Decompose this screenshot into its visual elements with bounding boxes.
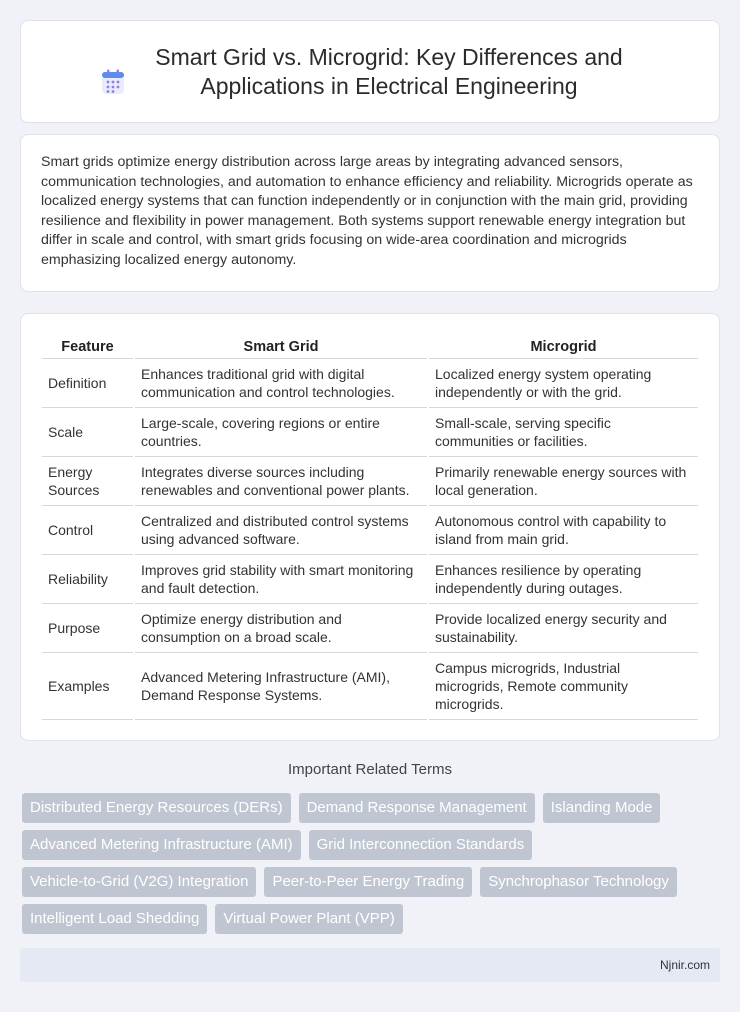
- feature-cell: Examples: [42, 652, 134, 719]
- table-row: [42, 358, 698, 407]
- smart-grid-cell: Enhances traditional grid with digital communication and control technologies.: [134, 358, 428, 407]
- smart-grid-cell: Integrates diverse sources including renewables and conventional power plants.: [134, 456, 428, 505]
- microgrid-cell: Primarily renewable energy sources with local generation.: [428, 456, 698, 505]
- table-row: [42, 505, 698, 554]
- smart-grid-cell: Large-scale, covering regions or entire countries.: [134, 407, 428, 456]
- header-card: [20, 20, 720, 123]
- term-tag[interactable]: Distributed Energy Resources (DERs): [22, 793, 291, 823]
- term-tag[interactable]: Vehicle-to-Grid (V2G) Integration: [22, 867, 256, 897]
- term-tag[interactable]: Peer-to-Peer Energy Trading: [264, 867, 472, 897]
- footer-site-link[interactable]: Njnir.com: [659, 958, 710, 972]
- table-row: [42, 554, 698, 603]
- intro-card: [20, 134, 720, 292]
- table-header-row: [42, 334, 698, 358]
- intro-paragraph: Smart grids optimize energy distribution across large areas by integrating advanced sensors, communication technologies, and automation to enhance efficiency and reliability. Microgrids operate as localized energy systems that can function independently or in conjunction with the main grid, providing resilience and flexibility in power management. Both systems support renewable energy integration but differ in scale and control, with smart grids focusing on wide-area coordination and microgrids emphasizing localized energy autonomy.: [41, 154, 693, 268]
- microgrid-cell: Localized energy system operating independently or with the grid.: [428, 358, 698, 407]
- page-title: Smart Grid vs. Microgrid: Key Differences and Applications in Electrical Engineering: [155, 43, 623, 99]
- microgrid-cell: Campus microgrids, Industrial microgrids, Remote community microgrids.: [428, 652, 698, 719]
- related-terms-heading: Important Related Terms: [288, 761, 452, 778]
- comparison-table-card: [20, 313, 720, 741]
- feature-cell: Reliability: [42, 554, 134, 603]
- table-row: [42, 456, 698, 505]
- header-feature: Feature: [42, 334, 134, 358]
- microgrid-cell: Autonomous control with capability to island from main grid.: [428, 505, 698, 554]
- smart-grid-cell: Advanced Metering Infrastructure (AMI), Demand Response Systems.: [134, 652, 428, 719]
- table-row: [42, 407, 698, 456]
- feature-cell: Purpose: [42, 603, 134, 652]
- feature-cell: Control: [42, 505, 134, 554]
- feature-cell: Scale: [42, 407, 134, 456]
- header-microgrid: Microgrid: [428, 334, 698, 358]
- term-tag[interactable]: Grid Interconnection Standards: [309, 830, 533, 860]
- table-row: [42, 652, 698, 719]
- term-tag[interactable]: Advanced Metering Infrastructure (AMI): [22, 830, 301, 860]
- related-terms-list: [22, 793, 722, 941]
- microgrid-cell: Enhances resilience by operating independently during outages.: [428, 554, 698, 603]
- smart-grid-cell: Centralized and distributed control systems using advanced software.: [134, 505, 428, 554]
- header-smart-grid: Smart Grid: [134, 334, 428, 358]
- feature-cell: Energy Sources: [42, 456, 134, 505]
- smart-grid-cell: Optimize energy distribution and consumption on a broad scale.: [134, 603, 428, 652]
- term-tag[interactable]: Demand Response Management: [299, 793, 535, 823]
- microgrid-cell: Provide localized energy security and sustainability.: [428, 603, 698, 652]
- feature-cell: Definition: [42, 358, 134, 407]
- footer: [20, 948, 720, 982]
- microgrid-cell: Small-scale, serving specific communities or facilities.: [428, 407, 698, 456]
- term-tag[interactable]: Synchrophasor Technology: [480, 867, 677, 897]
- title-wrap: [21, 43, 719, 101]
- term-tag[interactable]: Intelligent Load Shedding: [22, 904, 207, 934]
- comparison-table: [42, 334, 698, 720]
- smart-grid-cell: Improves grid stability with smart monitoring and fault detection.: [134, 554, 428, 603]
- table-row: [42, 603, 698, 652]
- calendar-icon: [101, 69, 125, 95]
- term-tag[interactable]: Islanding Mode: [543, 793, 661, 823]
- term-tag[interactable]: Virtual Power Plant (VPP): [215, 904, 402, 934]
